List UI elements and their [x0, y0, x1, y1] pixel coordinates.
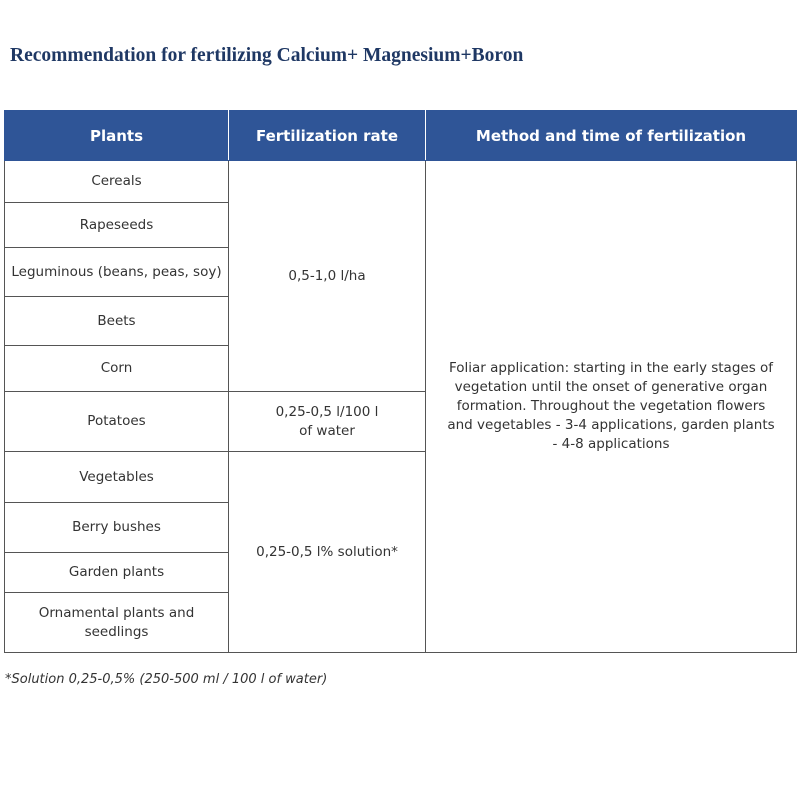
plant-cell: Garden plants [5, 553, 229, 593]
plant-cell: Vegetables [5, 452, 229, 503]
plant-cell: Cereals [5, 161, 229, 203]
table-row [5, 161, 797, 203]
fertilization-table [4, 110, 797, 653]
page-title: Recommendation for fertilizing Calcium+ Magnesium+Boron [10, 45, 524, 66]
method-cell: Foliar application: starting in the early stages of vegetation until the onset of generative organ formation. Throughout the vegetation flowers and vegetables - 3-4 applications, garden plants - 4-8 applications [426, 161, 797, 653]
plant-cell: Potatoes [5, 392, 229, 452]
header-method: Method and time of fertilization [426, 111, 797, 161]
plant-cell: Ornamental plants and seedlings [5, 593, 229, 653]
rate-cell-garden: 0,25-0,5 l% solution* [229, 452, 426, 653]
plant-cell: Leguminous (beans, peas, soy) [5, 248, 229, 297]
header-plants: Plants [5, 111, 229, 161]
rate-cell-potatoes: 0,25-0,5 l/100 l of water [229, 392, 426, 452]
rate-cell-field-crops: 0,5-1,0 l/ha [229, 161, 426, 392]
plant-cell: Berry bushes [5, 503, 229, 553]
header-fertilization-rate: Fertilization rate [229, 111, 426, 161]
plant-cell: Corn [5, 346, 229, 392]
footnote: *Solution 0,25-0,5% (250-500 ml / 100 l of water) [5, 672, 328, 687]
plant-cell: Beets [5, 297, 229, 346]
table-header-row [5, 111, 797, 161]
plant-cell: Rapeseeds [5, 203, 229, 248]
